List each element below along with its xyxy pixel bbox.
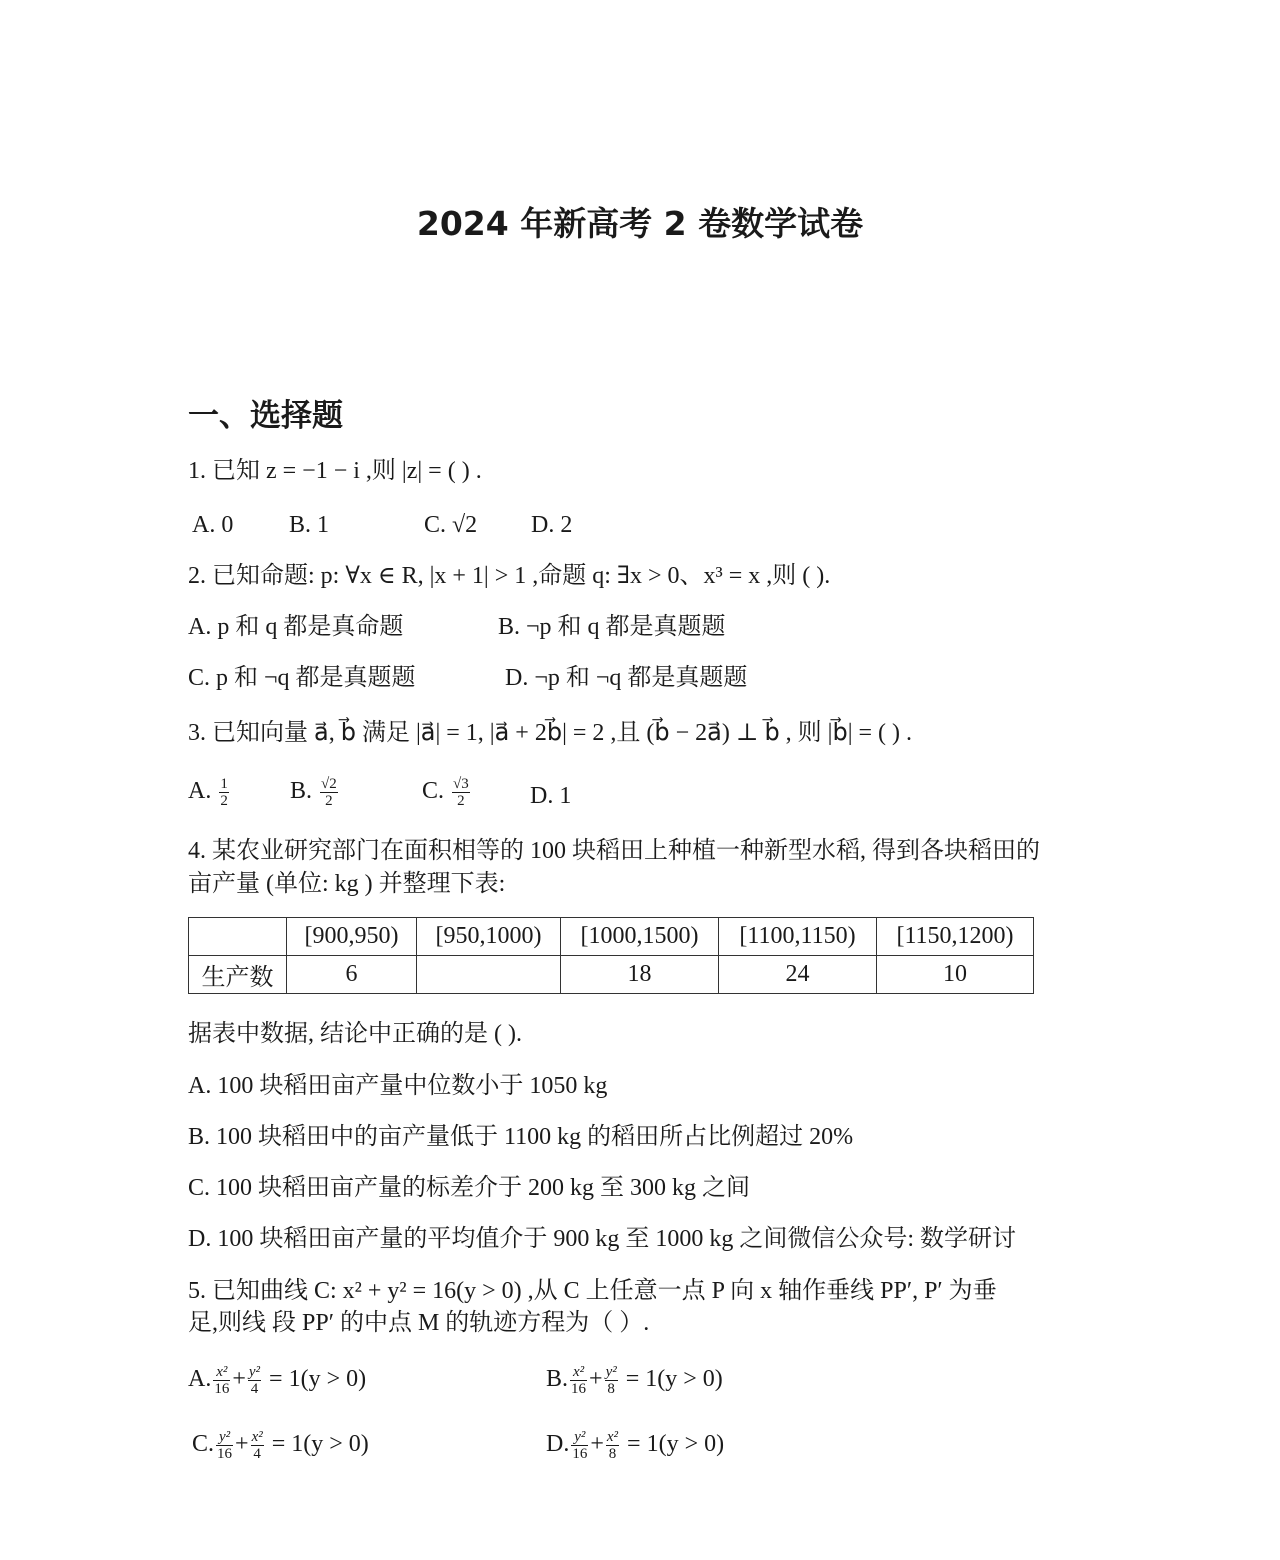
fraction bbox=[571, 1429, 588, 1462]
table-cell bbox=[417, 956, 561, 994]
q4-prompt: 据表中数据, 结论中正确的是 ( ). bbox=[188, 1021, 522, 1047]
q1-option-a: A. 0 bbox=[192, 512, 234, 538]
q4-option-b: B. 100 块稻田中的亩产量低于 1100 kg 的稻田所占比例超过 20% bbox=[188, 1124, 854, 1150]
fraction bbox=[605, 1364, 618, 1397]
yield-table bbox=[188, 917, 1034, 994]
q2-option-d: D. ¬p 和 ¬q 都是真题题 bbox=[505, 665, 748, 691]
denominator: 2 bbox=[457, 793, 465, 809]
table-cell: 18 bbox=[561, 956, 719, 994]
denominator: 16 bbox=[217, 1446, 233, 1462]
q2-option-c: C. p 和 ¬q 都是真题题 bbox=[188, 665, 416, 691]
q4-stem-line1: 4. 某农业研究部门在面积相等的 100 块稻田上种植一种新型水稻, 得到各块稻田的 bbox=[188, 838, 1040, 864]
q5-option-d: D. $\frac{\text{y²}}{16}$ + $\frac{\text{x²}}{8}$ = 1(y > 0) bbox=[546, 1429, 725, 1462]
numerator: x² bbox=[213, 1364, 230, 1381]
table-cell: 6 bbox=[287, 956, 417, 994]
table-cell: 10 bbox=[877, 956, 1034, 994]
denominator: 8 bbox=[607, 1381, 615, 1397]
page-title: 2024 年新高考 2 卷数学试卷 bbox=[416, 204, 864, 243]
denominator: 2 bbox=[220, 793, 228, 809]
q1-stem: 1. 已知 z = −1 − i ,则 |z| = ( ) . bbox=[188, 458, 482, 484]
q1-option-c: C. √2 bbox=[424, 512, 478, 538]
q2-stem: 2. 已知命题: p: ∀x ∈ R, |x + 1| > 1 ,命题 q: ∃x > 0、x³ = x ,则 ( ). bbox=[188, 563, 831, 589]
fraction bbox=[606, 1429, 619, 1462]
q2-option-b: B. ¬p 和 q 都是真题题 bbox=[498, 614, 726, 640]
denominator: 16 bbox=[214, 1381, 230, 1397]
denominator: 8 bbox=[608, 1446, 617, 1462]
q5-option-b: B. $\frac{\text{x²}}{16}$ + $\frac{\text{y²}}{8}$ = 1(y > 0) bbox=[546, 1364, 723, 1397]
numerator: y² bbox=[216, 1429, 233, 1446]
numerator: √3 bbox=[453, 776, 469, 792]
denominator: 16 bbox=[572, 1446, 588, 1462]
table-row bbox=[189, 956, 1034, 994]
q3-option-b bbox=[290, 776, 340, 809]
denominator: 16 bbox=[571, 1381, 587, 1397]
q5-stem-line2: 足,则线 段 PP′ 的中点 M 的轨迹方程为（ ）. bbox=[188, 1310, 650, 1336]
section-heading: 一、选择题 bbox=[188, 398, 343, 434]
numerator: y² bbox=[248, 1364, 261, 1380]
table-header-cell: [1100,1150) bbox=[719, 918, 877, 956]
q3-option-d bbox=[530, 781, 571, 811]
option-letter: D. bbox=[546, 1431, 570, 1458]
fraction bbox=[570, 1364, 587, 1397]
q5-option-a: A. $\frac{\text{x²}}{16}$ + $\frac{\text{y²}}{4}$ = 1(y > 0) bbox=[188, 1364, 367, 1397]
option-letter: B. bbox=[546, 1366, 569, 1393]
table-row-label: 生产数 bbox=[189, 956, 287, 994]
q5-option-c: C. $\frac{\text{y²}}{16}$ + $\frac{\text{x²}}{4}$ = 1(y > 0) bbox=[192, 1429, 369, 1462]
table-header-cell: [950,1000) bbox=[417, 918, 561, 956]
q4-stem-line2: 亩产量 (单位: kg ) 并整理下表: bbox=[188, 871, 506, 897]
numerator: x² bbox=[606, 1429, 619, 1445]
table-header-cell: [1150,1200) bbox=[877, 918, 1034, 956]
numerator: x² bbox=[251, 1429, 263, 1445]
table-cell: 24 bbox=[719, 956, 877, 994]
denominator: 2 bbox=[325, 793, 333, 809]
q1-option-d: D. 2 bbox=[531, 512, 573, 538]
option-letter: D. bbox=[530, 783, 554, 809]
equation-rest: = 1(y > 0) bbox=[627, 1431, 725, 1458]
fraction bbox=[248, 1364, 261, 1397]
numerator: √2 bbox=[321, 776, 337, 792]
fraction bbox=[251, 1429, 264, 1462]
watermark-text: 微信公众号: 数学研讨 bbox=[787, 1226, 1017, 1252]
q4-option-c: C. 100 块稻田亩产量的标差介于 200 kg 至 300 kg 之间 bbox=[188, 1175, 751, 1201]
option-letter: A. bbox=[188, 1366, 212, 1393]
option-value: 1 bbox=[559, 783, 572, 809]
option-letter: A. bbox=[188, 778, 212, 805]
table-header-cell: [900,950) bbox=[287, 918, 417, 956]
numerator: y² bbox=[605, 1364, 617, 1380]
q3-option-a bbox=[188, 776, 231, 809]
denominator: 4 bbox=[250, 1381, 259, 1397]
numerator: y² bbox=[571, 1429, 588, 1446]
fraction bbox=[219, 776, 229, 809]
fraction bbox=[452, 776, 470, 809]
equation-rest: = 1(y > 0) bbox=[269, 1366, 367, 1393]
option-letter: C. bbox=[192, 1431, 215, 1458]
numerator: 1 bbox=[220, 776, 228, 792]
q2-option-a: A. p 和 q 都是真命题 bbox=[188, 614, 404, 640]
fraction bbox=[213, 1364, 230, 1397]
option-letter: B. bbox=[290, 778, 313, 805]
fraction bbox=[320, 776, 338, 809]
equation-rest: = 1(y > 0) bbox=[625, 1366, 723, 1393]
table-header-cell bbox=[189, 918, 287, 956]
q1-option-b: B. 1 bbox=[289, 512, 330, 538]
table-header-cell: [1000,1500) bbox=[561, 918, 719, 956]
q4-option-d bbox=[188, 1224, 1016, 1254]
denominator: 4 bbox=[253, 1446, 261, 1462]
fraction bbox=[216, 1429, 233, 1462]
q4-option-a: A. 100 块稻田亩产量中位数小于 1050 kg bbox=[188, 1073, 608, 1099]
numerator: x² bbox=[570, 1364, 587, 1381]
option-letter: C. bbox=[422, 778, 445, 805]
q4-option-d-text: D. 100 块稻田亩产量的平均值介于 900 kg 至 1000 kg 之间 bbox=[188, 1226, 788, 1252]
q5-stem-line1: 5. 已知曲线 C: x² + y² = 16(y > 0) ,从 C 上任意一点 P 向 x 轴作垂线 PP′, P′ 为垂 bbox=[188, 1278, 997, 1304]
table-header-row bbox=[189, 918, 1034, 956]
q3-stem: 3. 已知向量 a⃗, b⃗ 满足 |a⃗| = 1, |a⃗ + 2b⃗| = 2 ,且 (b⃗ − 2a⃗) ⊥ b⃗ , 则 |b⃗| = ( ) . bbox=[188, 720, 913, 746]
q3-option-c bbox=[422, 776, 472, 809]
equation-rest: = 1(y > 0) bbox=[271, 1431, 369, 1458]
